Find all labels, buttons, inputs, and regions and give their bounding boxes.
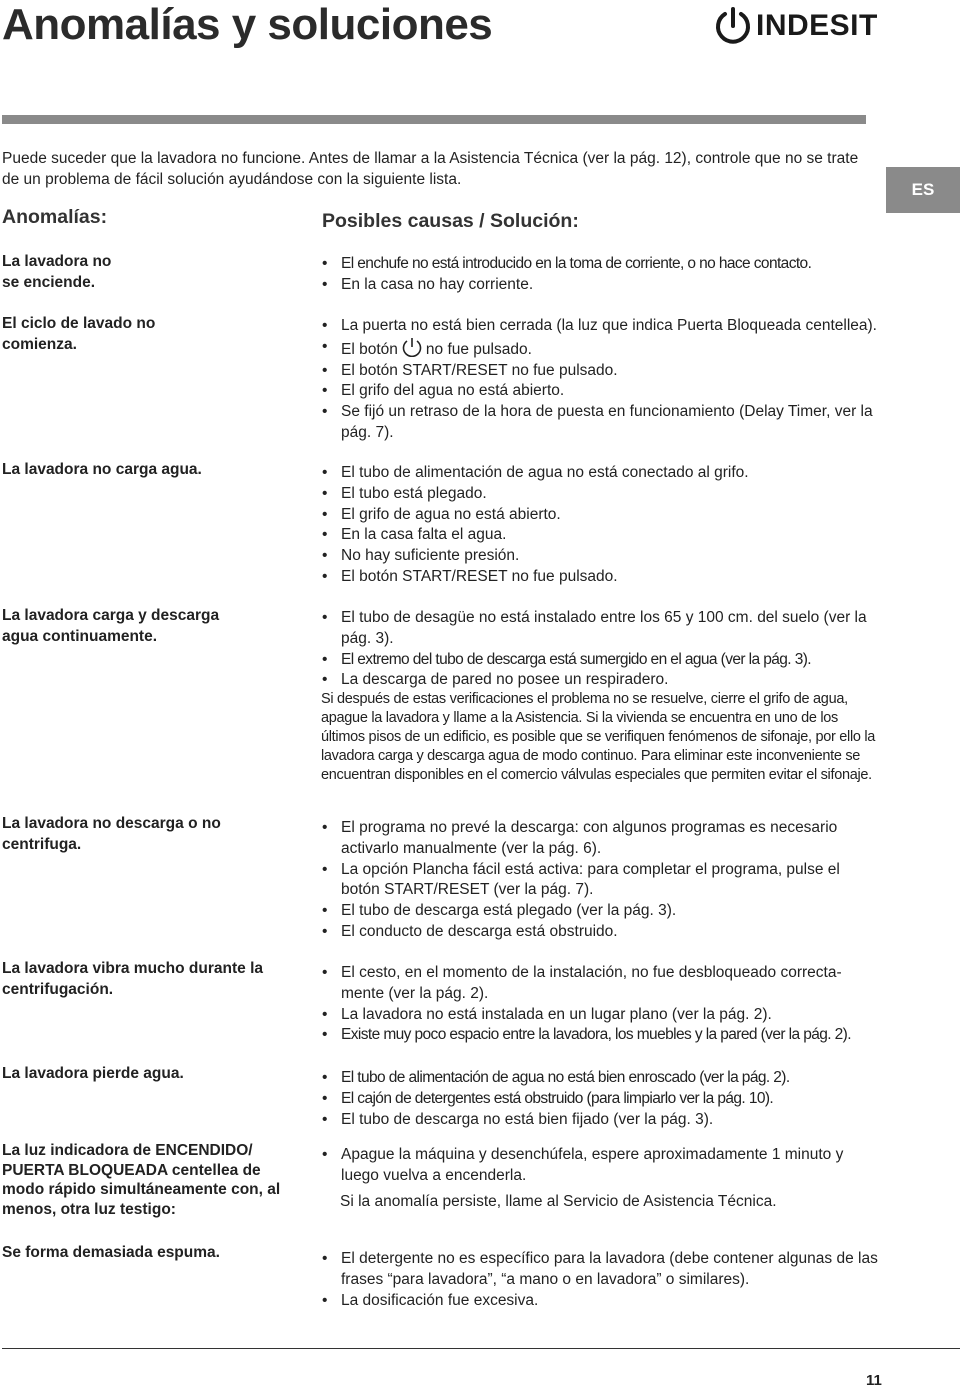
note-text: Si la anomalía persiste, llame al Servicio de Asistencia Técnica.: [340, 1193, 777, 1210]
causes-list: [320, 608, 880, 691]
cause-item: • El tubo está plegado.: [320, 484, 880, 505]
anomaly-label: Se forma demasiada espuma.: [2, 1244, 220, 1261]
cause-item: • El cesto, en el momento de la instalación, no fue desbloqueado correcta-mente (ver la pág. 2).: [320, 963, 880, 1005]
cause-item: • El botón START/RESET no fue pulsado.: [320, 567, 880, 588]
cause-item: • La lavadora no está instalada en un lugar plano (ver la pág. 2).: [320, 1005, 880, 1026]
header-divider: [2, 115, 866, 124]
cause-item: • El tubo de alimentación de agua no está bien enroscado (ver la pág. 2).: [320, 1068, 880, 1089]
causes-list: [320, 316, 880, 444]
cause-item: • El grifo del agua no está abierto.: [320, 381, 880, 402]
power-logo-icon: [714, 6, 752, 46]
anomaly-label: La lavadora no carga agua.: [2, 461, 202, 478]
cause-item: • Existe muy poco espacio entre la lavadora, los muebles y la pared (ver la pág. 2).: [320, 1025, 880, 1046]
info-paragraph: Si después de estas verificaciones el problema no se resuelve, cierre el grifo de agua, apague la lavadora y llame a la Asistencia. Si la vivienda se encuentra en uno de los últimos pisos de un edificio, es posible que se verifiquen fenómenos de sifonaje, por ello la lavadora carga y descarga agua de modo continuo. Para eliminar este inconveniente se encuentran disponibles en el comercio válvulas especiales que permiten evitar el sifonaje.: [321, 691, 876, 783]
cause-item: • El tubo de descarga no está bien fijado (ver la pág. 3).: [320, 1110, 880, 1131]
power-button-icon: [400, 337, 424, 357]
cause-item: • En la casa no hay corriente.: [320, 275, 880, 296]
intro-text: Puede suceder que la lavadora no funcione. Antes de llamar a la Asistencia Técnica (ver la pág. 12), controle que no se trate de un problema de fácil solución ayudándose con la siguiente lista.: [2, 150, 859, 188]
causes-list: [320, 1145, 880, 1187]
causes-list: [320, 1249, 880, 1311]
anomaly-label: La lavadora no se enciende.: [2, 253, 112, 291]
cause-item: • Se fijó un retraso de la hora de puesta en funcionamiento (Delay Timer, ver la pág. 7).: [320, 402, 880, 444]
anomalies-header: Anomalías:: [2, 206, 108, 228]
cause-item: • El botón START/RESET no fue pulsado.: [320, 361, 880, 382]
causes-list: [320, 963, 880, 1046]
cause-item: • El enchufe no está introducido en la toma de corriente, o no hace contacto.: [320, 254, 880, 275]
causes-list: [320, 254, 880, 296]
brand-name: INDESIT: [756, 9, 878, 42]
cause-item: • El tubo de alimentación de agua no está conectado al grifo.: [320, 463, 880, 484]
cause-item: • La dosificación fue excesiva.: [320, 1291, 880, 1312]
cause-item: • El grifo de agua no está abierto.: [320, 505, 880, 526]
cause-item: • No hay suficiente presión.: [320, 546, 880, 567]
causes-list: [320, 1068, 880, 1130]
cause-item: • El tubo de desagüe no está instalado entre los 65 y 100 cm. del suelo (ver la pág. 3).: [320, 608, 880, 650]
causes-list: [320, 463, 880, 588]
cause-item: • El conducto de descarga está obstruido.: [320, 922, 880, 943]
page-number: 11: [866, 1372, 882, 1389]
page-title: Anomalías y soluciones: [2, 0, 493, 49]
cause-item: • La opción Plancha fácil está activa: para completar el programa, pulse el botón START/RESET (ver la pág. 7).: [320, 860, 880, 902]
anomaly-label: La lavadora vibra mucho durante la centrifugación.: [2, 960, 263, 998]
anomaly-label: La lavadora pierde agua.: [2, 1065, 184, 1082]
cause-item: • El extremo del tubo de descarga está sumergido en el agua (ver la pág. 3).: [320, 650, 880, 671]
cause-item: • El cajón de detergentes está obstruido (para limpiarlo ver la pág. 10).: [320, 1089, 880, 1110]
cause-text: El botón: [341, 340, 398, 358]
cause-item: • El programa no prevé la descarga: con algunos programas es necesario activarlo manualmente (ver la pág. 6).: [320, 818, 880, 860]
cause-text: no fue pulsado.: [425, 340, 532, 358]
cause-item: • En la casa falta el agua.: [320, 525, 880, 546]
cause-item: [320, 337, 880, 361]
cause-item: • Apague la máquina y desenchúfela, espere aproximadamente 1 minuto y luego vuelva a encenderla.: [320, 1145, 880, 1187]
language-tab: ES: [886, 167, 960, 213]
anomaly-label: El ciclo de lavado no comienza.: [2, 315, 156, 353]
brand-logo: [714, 4, 878, 48]
anomaly-label: La lavadora no descarga o no centrifuga.: [2, 815, 221, 853]
cause-item: • El tubo de descarga está plegado (ver la pág. 3).: [320, 901, 880, 922]
causes-list: [320, 818, 880, 943]
anomaly-label: La luz indicadora de ENCENDIDO/ PUERTA BLOQUEADA centellea de modo rápido simultáneamente con, al menos, otra luz testigo:: [2, 1142, 281, 1218]
cause-item: • El detergente no es específico para la lavadora (debe contener algunas de las frases “para lavadora”, “a mano o en lavadora” o similares).: [320, 1249, 880, 1291]
anomaly-label: La lavadora carga y descarga agua continuamente.: [2, 607, 220, 645]
cause-item: • La puerta no está bien cerrada (la luz que indica Puerta Bloqueada centellea).: [320, 316, 880, 337]
cause-item: • La descarga de pared no posee un respiradero.: [320, 670, 880, 691]
causes-header: Posibles causas / Solución:: [322, 210, 579, 232]
footer-divider: [2, 1348, 960, 1349]
